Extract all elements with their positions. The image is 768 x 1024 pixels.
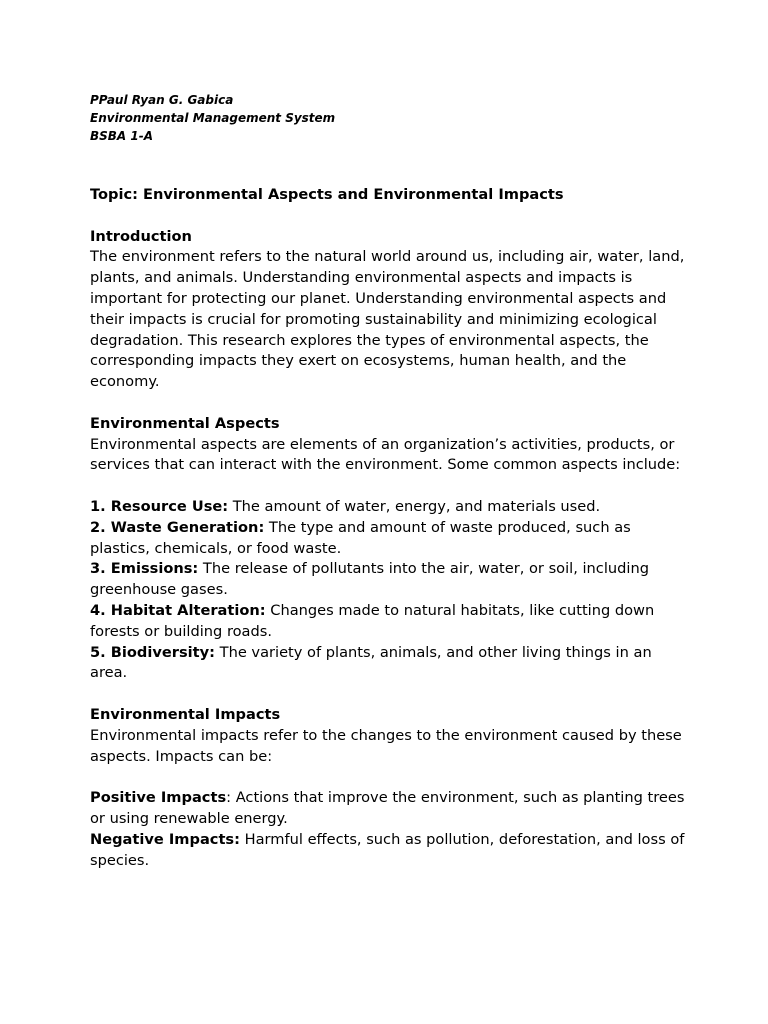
impact-text: : Actions that improve the environment, such as planting trees or using renewable energy.: [90, 789, 685, 827]
section-name: BSBA 1-A: [90, 129, 154, 143]
aspect-text: The type and amount of waste produced, such as plastics, chemicals, or food waste.: [90, 518, 631, 557]
spacer: [90, 393, 690, 414]
impacts-heading: Environmental Impacts: [90, 705, 281, 723]
impact-item-positive: [90, 788, 690, 830]
aspect-item-emissions: [90, 559, 690, 601]
impact-text: Harmful effects, such as pollution, deforestation, and loss of species.: [90, 830, 685, 869]
aspect-item-waste-generation: [90, 518, 690, 560]
spacer: [90, 767, 690, 788]
introduction-paragraph: The environment refers to the natural world around us, including air, water, land, plants, and animals. Understanding environmental aspects and impacts is important for protecting our planet. Understanding environmental aspects and their impacts is crucial for promoting sustainability and minimizing ecological degradation. This research explores the types of environmental aspects, the corresponding impacts they exert on ecosystems, human health, and the economy.: [90, 248, 685, 391]
course-name: Environmental Management System: [90, 111, 336, 125]
aspect-item-resource-use: [90, 497, 690, 518]
impact-term: Positive Impacts: [90, 789, 227, 807]
aspects-heading: Environmental Aspects: [90, 414, 280, 432]
author-name: PPaul Ryan G. Gabica: [90, 93, 234, 107]
aspect-term: 2. Waste Generation:: [90, 518, 265, 536]
aspect-term: 4. Habitat Alteration:: [90, 601, 266, 619]
spacer: [90, 476, 690, 497]
spacer: [90, 206, 690, 227]
impact-term: Negative Impacts:: [90, 830, 240, 848]
aspect-item-biodiversity: [90, 643, 690, 685]
aspects-paragraph: Environmental aspects are elements of an organization’s activities, products, or services that can interact with the environment. Some common aspects include:: [90, 435, 681, 474]
aspect-text: The amount of water, energy, and materials used.: [228, 497, 601, 515]
impacts-paragraph: Environmental impacts refer to the changes to the environment caused by these aspects. Impacts can be:: [90, 726, 682, 765]
aspect-text: Changes made to natural habitats, like cutting down forests or building roads.: [90, 601, 655, 640]
topic-heading: Topic: Environmental Aspects and Environmental Impacts: [90, 186, 564, 203]
introduction-heading: Introduction: [90, 227, 192, 245]
aspect-term: 1. Resource Use:: [90, 497, 229, 515]
spacer: [90, 684, 690, 705]
author-header: [90, 91, 335, 145]
aspect-text: The release of pollutants into the air, water, or soil, including greenhouse gases.: [90, 560, 649, 599]
aspect-text: The variety of plants, animals, and other living things in an area.: [90, 643, 652, 682]
document-body: [90, 185, 690, 871]
aspect-term: 5. Biodiversity:: [90, 643, 216, 661]
aspect-term: 3. Emissions:: [90, 560, 199, 578]
aspect-item-habitat-alteration: [90, 601, 690, 643]
impact-item-negative: [90, 830, 690, 872]
